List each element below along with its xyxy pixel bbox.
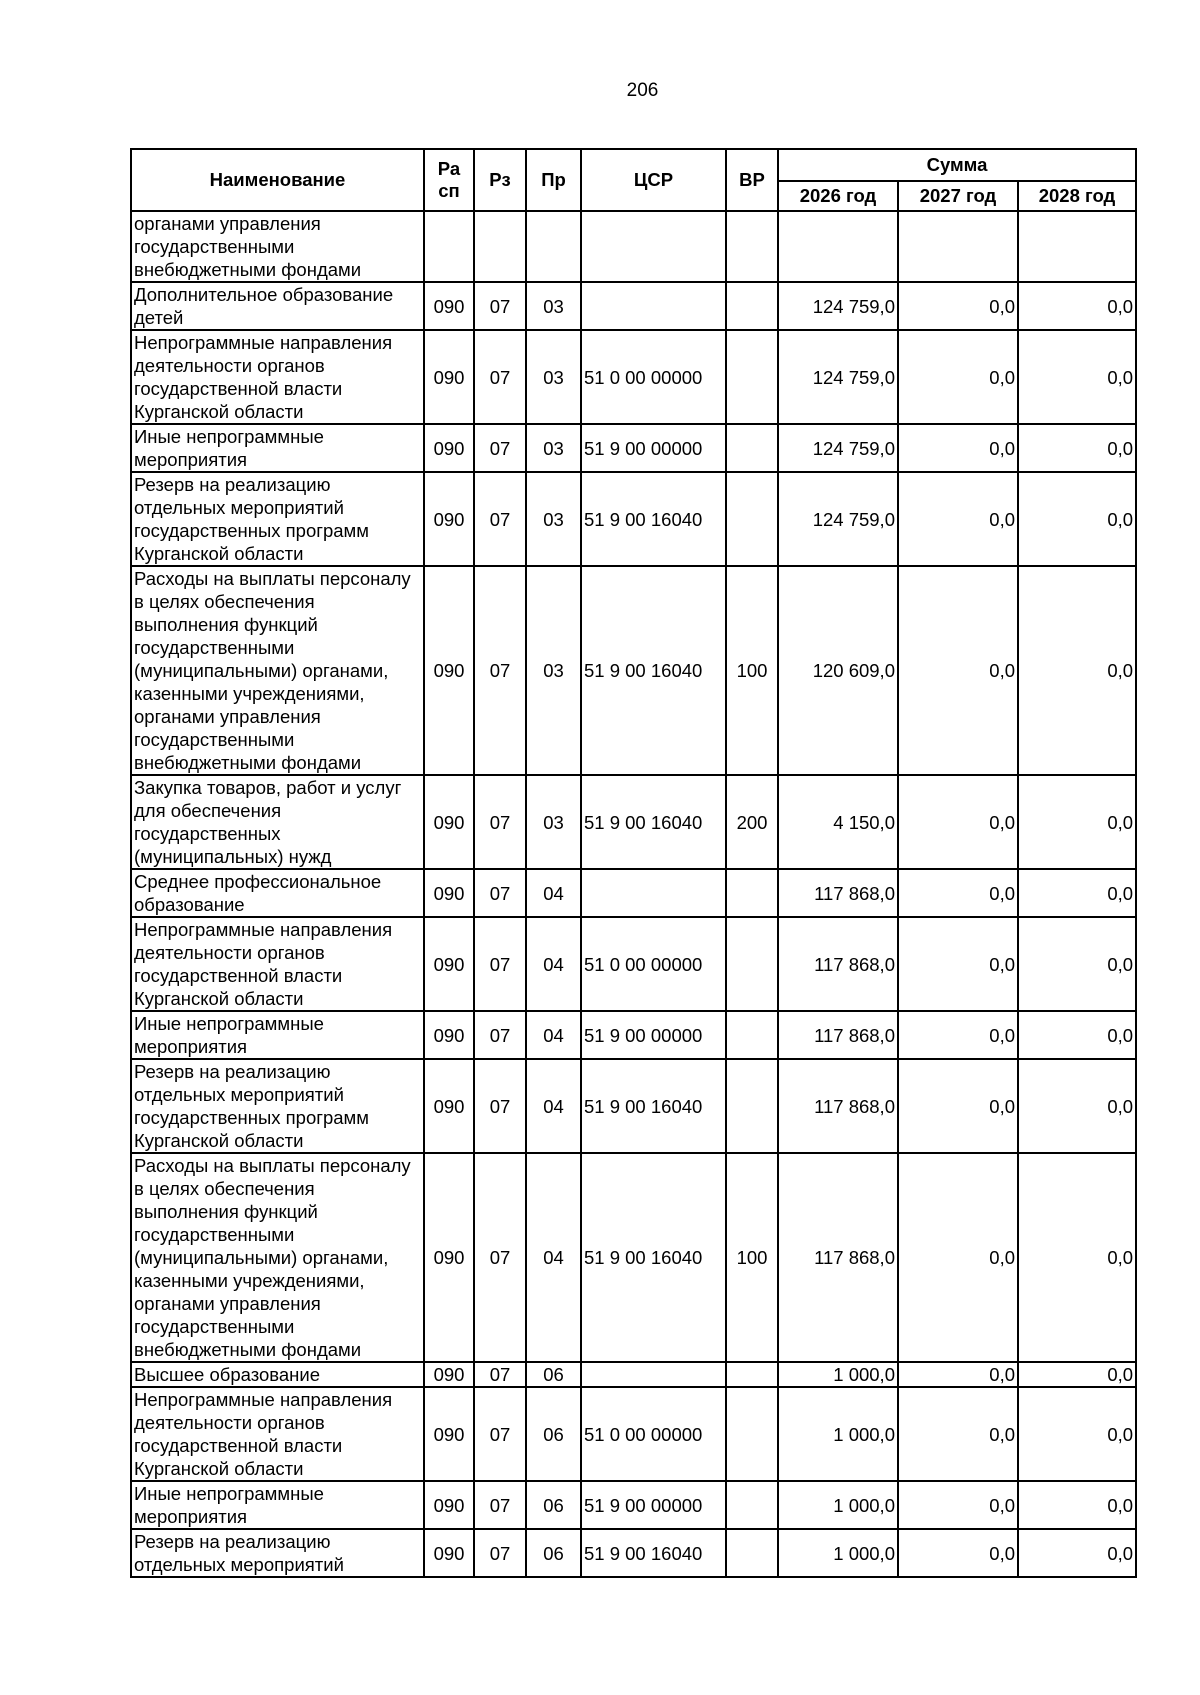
row-sum-2026: 1 000,0	[778, 1481, 898, 1529]
table-row	[131, 282, 1136, 330]
row-csr: 51 0 00 00000	[581, 1387, 726, 1481]
row-name: Расходы на выплаты персоналу в целях обеспечения выполнения функций государственными (муниципальными) органами, казенными учреждениями, органами управления государственными внебюджетными фондами	[131, 566, 424, 775]
row-sum-2026: 117 868,0	[778, 917, 898, 1011]
row-sum-2027: 0,0	[898, 1362, 1018, 1387]
row-sum-2028: 0,0	[1018, 1481, 1136, 1529]
row-sum-2028	[1018, 211, 1136, 282]
table-row	[131, 1362, 1136, 1387]
row-rasp: 090	[424, 869, 474, 917]
row-rz	[474, 211, 526, 282]
row-csr: 51 9 00 00000	[581, 1481, 726, 1529]
table-row	[131, 566, 1136, 775]
row-vr	[726, 282, 778, 330]
row-pr: 04	[526, 1059, 581, 1153]
row-pr: 04	[526, 917, 581, 1011]
row-sum-2028: 0,0	[1018, 869, 1136, 917]
row-rz: 07	[474, 1153, 526, 1362]
row-sum-2027: 0,0	[898, 566, 1018, 775]
table-row	[131, 1153, 1136, 1362]
row-rz: 07	[474, 1362, 526, 1387]
row-rz: 07	[474, 330, 526, 424]
row-rasp: 090	[424, 1481, 474, 1529]
row-sum-2026: 117 868,0	[778, 1059, 898, 1153]
row-rz: 07	[474, 869, 526, 917]
row-name: Резерв на реализацию отдельных мероприятий государственных программ Курганской области	[131, 472, 424, 566]
row-sum-2028: 0,0	[1018, 1011, 1136, 1059]
row-rz: 07	[474, 775, 526, 869]
row-sum-2027: 0,0	[898, 869, 1018, 917]
row-rz: 07	[474, 1387, 526, 1481]
budget-table	[130, 148, 1137, 1578]
row-vr: 100	[726, 1153, 778, 1362]
header-csr: ЦСР	[581, 149, 726, 211]
row-vr	[726, 917, 778, 1011]
row-vr	[726, 1529, 778, 1577]
row-sum-2027: 0,0	[898, 1481, 1018, 1529]
row-name: Среднее профессиональное образование	[131, 869, 424, 917]
row-sum-2027: 0,0	[898, 775, 1018, 869]
header-rasp: Ра сп	[424, 149, 474, 211]
row-rasp: 090	[424, 566, 474, 775]
row-rasp: 090	[424, 1153, 474, 1362]
row-csr: 51 9 00 16040	[581, 1153, 726, 1362]
row-pr: 03	[526, 282, 581, 330]
row-vr: 100	[726, 566, 778, 775]
row-rasp: 090	[424, 1011, 474, 1059]
row-csr: 51 9 00 00000	[581, 424, 726, 472]
row-csr: 51 9 00 16040	[581, 566, 726, 775]
row-sum-2026: 124 759,0	[778, 472, 898, 566]
page-number: 206	[626, 80, 659, 101]
row-vr	[726, 211, 778, 282]
row-sum-2026: 1 000,0	[778, 1529, 898, 1577]
row-rz: 07	[474, 1011, 526, 1059]
row-sum-2026: 1 000,0	[778, 1387, 898, 1481]
row-sum-2026: 4 150,0	[778, 775, 898, 869]
row-sum-2026	[778, 211, 898, 282]
row-rasp: 090	[424, 1362, 474, 1387]
row-vr	[726, 1059, 778, 1153]
row-csr: 51 9 00 16040	[581, 1529, 726, 1577]
row-vr: 200	[726, 775, 778, 869]
row-csr: 51 9 00 16040	[581, 472, 726, 566]
row-sum-2028: 0,0	[1018, 424, 1136, 472]
table-row	[131, 1481, 1136, 1529]
header-pr: Пр	[526, 149, 581, 211]
table-row	[131, 869, 1136, 917]
row-vr	[726, 869, 778, 917]
row-sum-2026: 124 759,0	[778, 282, 898, 330]
row-sum-2026: 124 759,0	[778, 424, 898, 472]
row-name: Резерв на реализацию отдельных мероприятий	[131, 1529, 424, 1577]
header-rz: Рз	[474, 149, 526, 211]
row-sum-2027: 0,0	[898, 1153, 1018, 1362]
row-rasp: 090	[424, 1059, 474, 1153]
row-pr: 03	[526, 472, 581, 566]
row-sum-2026: 1 000,0	[778, 1362, 898, 1387]
row-sum-2027: 0,0	[898, 1529, 1018, 1577]
row-pr: 03	[526, 775, 581, 869]
row-rz: 07	[474, 424, 526, 472]
row-rasp	[424, 211, 474, 282]
row-sum-2028: 0,0	[1018, 1153, 1136, 1362]
table-row	[131, 424, 1136, 472]
row-sum-2027: 0,0	[898, 424, 1018, 472]
row-name: Расходы на выплаты персоналу в целях обеспечения выполнения функций государственными (муниципальными) органами, казенными учреждениями, органами управления государственными внебюджетными фондами	[131, 1153, 424, 1362]
row-csr: 51 9 00 00000	[581, 1011, 726, 1059]
row-rasp: 090	[424, 917, 474, 1011]
header-name: Наименование	[131, 149, 424, 211]
row-vr	[726, 472, 778, 566]
header-vr: ВР	[726, 149, 778, 211]
row-name: Дополнительное образование детей	[131, 282, 424, 330]
row-sum-2026: 117 868,0	[778, 869, 898, 917]
row-vr	[726, 424, 778, 472]
row-rasp: 090	[424, 330, 474, 424]
row-sum-2026: 117 868,0	[778, 1153, 898, 1362]
row-name: Резерв на реализацию отдельных мероприятий государственных программ Курганской области	[131, 1059, 424, 1153]
header-year-2028: 2028 год	[1018, 181, 1136, 211]
table-row	[131, 211, 1136, 282]
table-row	[131, 1011, 1136, 1059]
row-name: Иные непрограммные мероприятия	[131, 1481, 424, 1529]
row-pr: 04	[526, 1153, 581, 1362]
row-pr: 03	[526, 424, 581, 472]
row-vr	[726, 1362, 778, 1387]
table-row	[131, 330, 1136, 424]
row-rz: 07	[474, 1059, 526, 1153]
row-pr: 03	[526, 330, 581, 424]
row-name: органами управления государственными внебюджетными фондами	[131, 211, 424, 282]
header-year-2026: 2026 год	[778, 181, 898, 211]
row-csr: 51 9 00 16040	[581, 775, 726, 869]
row-sum-2028: 0,0	[1018, 472, 1136, 566]
row-sum-2027: 0,0	[898, 472, 1018, 566]
row-sum-2028: 0,0	[1018, 566, 1136, 775]
row-sum-2027	[898, 211, 1018, 282]
row-pr: 06	[526, 1529, 581, 1577]
row-name: Непрограммные направления деятельности органов государственной власти Курганской области	[131, 1387, 424, 1481]
row-pr: 06	[526, 1481, 581, 1529]
row-rz: 07	[474, 917, 526, 1011]
header-year-2027: 2027 год	[898, 181, 1018, 211]
row-csr	[581, 869, 726, 917]
row-vr	[726, 1011, 778, 1059]
row-rasp: 090	[424, 775, 474, 869]
row-csr: 51 0 00 00000	[581, 330, 726, 424]
row-sum-2027: 0,0	[898, 917, 1018, 1011]
row-sum-2026: 120 609,0	[778, 566, 898, 775]
table-row	[131, 1529, 1136, 1577]
row-rasp: 090	[424, 282, 474, 330]
table-row	[131, 1059, 1136, 1153]
row-sum-2027: 0,0	[898, 1059, 1018, 1153]
row-sum-2028: 0,0	[1018, 1059, 1136, 1153]
row-sum-2028: 0,0	[1018, 1362, 1136, 1387]
row-csr	[581, 211, 726, 282]
row-pr: 04	[526, 1011, 581, 1059]
table-row	[131, 775, 1136, 869]
row-rz: 07	[474, 1481, 526, 1529]
table-row	[131, 472, 1136, 566]
row-name: Высшее образование	[131, 1362, 424, 1387]
row-name: Непрограммные направления деятельности органов государственной власти Курганской области	[131, 330, 424, 424]
row-rasp: 090	[424, 424, 474, 472]
table-body	[131, 211, 1136, 1577]
row-sum-2028: 0,0	[1018, 917, 1136, 1011]
row-vr	[726, 330, 778, 424]
row-rasp: 090	[424, 472, 474, 566]
row-csr	[581, 1362, 726, 1387]
row-sum-2028: 0,0	[1018, 775, 1136, 869]
row-rasp: 090	[424, 1529, 474, 1577]
table-row	[131, 1387, 1136, 1481]
row-sum-2026: 117 868,0	[778, 1011, 898, 1059]
row-vr	[726, 1387, 778, 1481]
row-rz: 07	[474, 282, 526, 330]
row-sum-2028: 0,0	[1018, 1529, 1136, 1577]
row-vr	[726, 1481, 778, 1529]
row-csr: 51 0 00 00000	[581, 917, 726, 1011]
row-name: Непрограммные направления деятельности органов государственной власти Курганской области	[131, 917, 424, 1011]
row-csr: 51 9 00 16040	[581, 1059, 726, 1153]
row-pr: 03	[526, 566, 581, 775]
row-pr: 06	[526, 1387, 581, 1481]
row-pr: 06	[526, 1362, 581, 1387]
row-name: Закупка товаров, работ и услуг для обеспечения государственных (муниципальных) нужд	[131, 775, 424, 869]
row-sum-2028: 0,0	[1018, 282, 1136, 330]
row-sum-2028: 0,0	[1018, 330, 1136, 424]
table-row	[131, 917, 1136, 1011]
row-rz: 07	[474, 566, 526, 775]
row-sum-2027: 0,0	[898, 282, 1018, 330]
row-sum-2026: 124 759,0	[778, 330, 898, 424]
row-rz: 07	[474, 472, 526, 566]
row-rasp: 090	[424, 1387, 474, 1481]
row-csr	[581, 282, 726, 330]
row-pr: 04	[526, 869, 581, 917]
row-name: Иные непрограммные мероприятия	[131, 424, 424, 472]
row-sum-2027: 0,0	[898, 330, 1018, 424]
row-pr	[526, 211, 581, 282]
header-sum: Сумма	[778, 149, 1136, 181]
row-rz: 07	[474, 1529, 526, 1577]
row-sum-2028: 0,0	[1018, 1387, 1136, 1481]
row-sum-2027: 0,0	[898, 1011, 1018, 1059]
row-name: Иные непрограммные мероприятия	[131, 1011, 424, 1059]
row-sum-2027: 0,0	[898, 1387, 1018, 1481]
